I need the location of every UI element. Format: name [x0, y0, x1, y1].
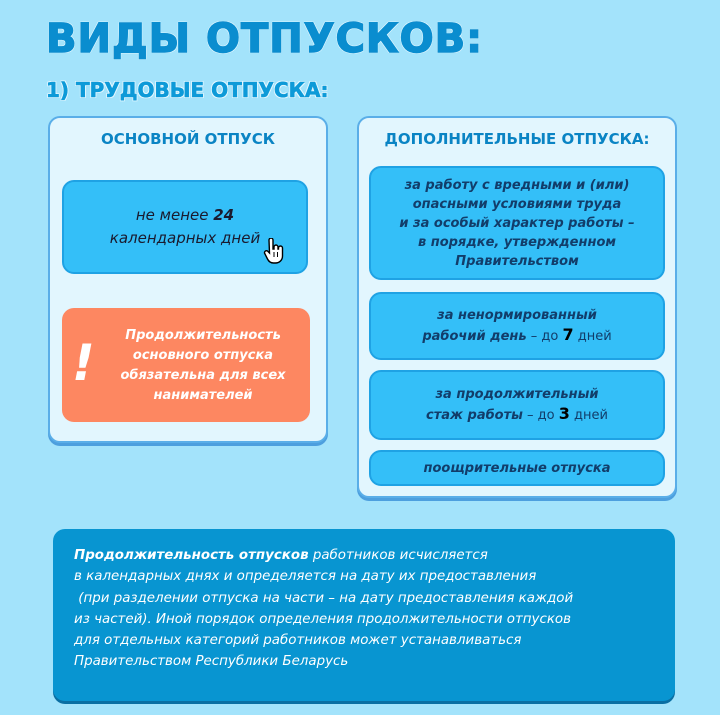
note-line: работников исчисляется — [308, 548, 488, 563]
item-dash: – до — [526, 329, 563, 344]
duration-note-text — [74, 545, 661, 673]
item-days-unit: дней — [569, 408, 608, 423]
additional-leave-harmful-conditions[interactable] — [369, 166, 665, 280]
additional-leave-irregular-day[interactable] — [369, 292, 665, 360]
item-line: за ненормированный — [437, 308, 597, 323]
section-subtitle: 1) ТРУДОВЫЕ ОТПУСКА: — [46, 78, 329, 102]
note-line: из частей). Иной порядок определения продолжительности отпусков — [74, 611, 571, 627]
item-line: за продолжительный — [435, 387, 599, 402]
warning-line: Продолжительность — [125, 328, 281, 343]
item-days-number: 3 — [558, 404, 570, 423]
warning-card — [62, 308, 310, 422]
item-days-unit: дней — [573, 329, 612, 344]
item-days-number: 7 — [562, 325, 574, 344]
item-line: опасными условиями труда — [412, 196, 622, 212]
warning-text — [108, 326, 298, 406]
duration-number: 24 — [213, 206, 235, 224]
additional-leave-title: ДОПОЛНИТЕЛЬНЫЕ ОТПУСКА: — [384, 130, 650, 148]
note-bold: Продолжительность отпусков — [74, 548, 309, 563]
warning-line: основного отпуска — [132, 348, 274, 363]
exclamation-icon: ! — [72, 334, 95, 392]
item-line: за работу с вредными и (или) — [404, 177, 630, 193]
item-line: в порядке, утвержденном — [417, 234, 617, 250]
item-label: стаж работы — [426, 408, 523, 423]
item-line: и за особый характер работы – — [399, 215, 635, 231]
note-line: Правительством Республики Беларусь — [74, 654, 349, 670]
item-label: рабочий день — [422, 329, 527, 344]
note-line: в календарных днях и определяется на дату их предоставления — [74, 569, 537, 585]
note-line: для отдельных категорий работников может устанавливаться — [74, 633, 522, 649]
main-leave-title: ОСНОВНОЙ ОТПУСК — [101, 130, 275, 148]
additional-leave-incentive[interactable] — [369, 450, 665, 486]
warning-line: обязательна для всех — [120, 368, 286, 383]
page-title: ВИДЫ ОТПУСКОВ: — [46, 16, 484, 62]
additional-leave-long-service[interactable] — [369, 370, 665, 440]
duration-suffix: календарных дней — [109, 229, 261, 247]
warning-line: нанимателей — [153, 388, 253, 403]
additional-leave-panel — [357, 116, 677, 498]
item-dash: – до — [522, 408, 559, 423]
note-line: (при разделении отпуска на части – на дату предоставления каждой — [74, 590, 574, 606]
duration-prefix: не менее — [135, 206, 214, 224]
item-line: Правительством — [455, 253, 579, 269]
item-label: поощрительные отпуска — [423, 460, 611, 476]
hand-pointer-icon — [263, 238, 285, 266]
main-leave-panel — [48, 116, 328, 443]
duration-note-box — [53, 529, 675, 701]
